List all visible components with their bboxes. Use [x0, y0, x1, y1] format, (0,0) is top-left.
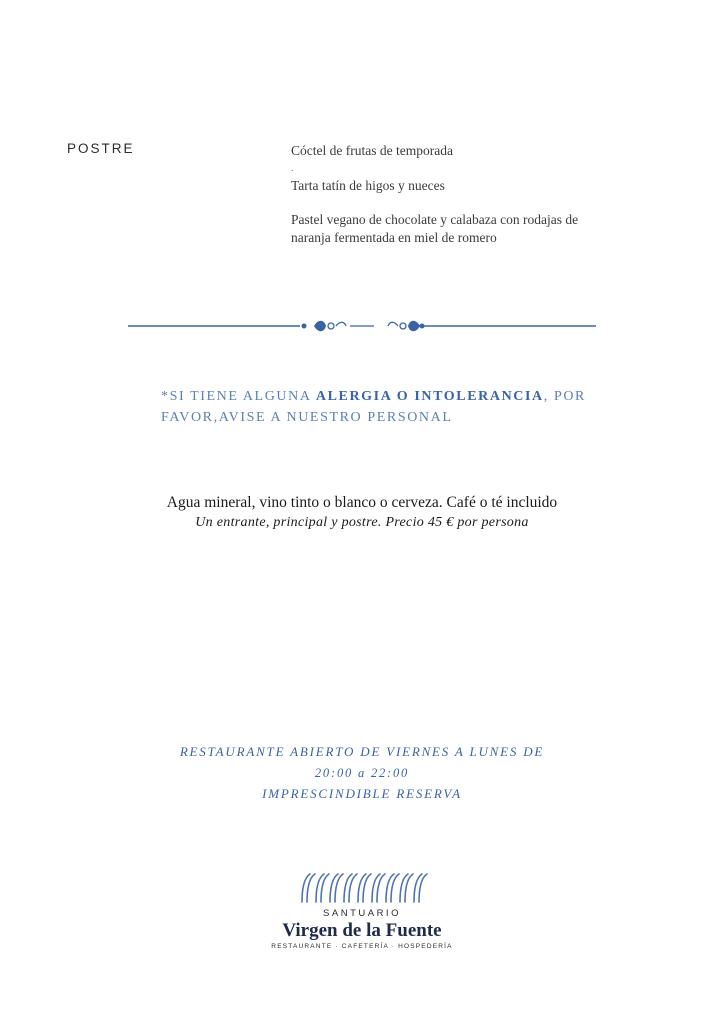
logo-top-text: SANTUARIO — [323, 908, 401, 919]
logo-name: Virgen de la Fuente — [282, 920, 442, 941]
allergy-text: *SI TIENE ALGUNA — [161, 389, 316, 404]
reservation-note: IMPRESCINDIBLE RESERVA — [262, 786, 462, 801]
ornamental-divider-icon — [128, 314, 596, 338]
dish-item: Tarta tatín de higos y nueces — [291, 178, 445, 193]
restaurant-logo — [262, 868, 462, 950]
menu-price: Un entrante, principal y postre. Precio 45 € por persona — [195, 515, 529, 530]
allergy-emphasis: ALERGIA O INTOLERANCIA — [315, 389, 544, 404]
allergy-notice — [161, 386, 601, 428]
allergy-text: , POR FAVOR,AVISE A NUESTRO PERSONAL — [161, 389, 586, 425]
drinks-included: Agua mineral, vino tinto o blanco o cerveza. Café o té incluido — [166, 494, 558, 511]
dish-item: Cóctel de frutas de temporada — [291, 143, 453, 158]
dish-separator: . — [291, 163, 294, 174]
logo-subtitle: RESTAURANTE · CAFETERÍA · HOSPEDERÍA — [271, 943, 453, 950]
opening-days: RESTAURANTE ABIERTO DE VIERNES A LUNES DE — [179, 744, 545, 759]
dish-item: Pastel vegano de chocolate y calabaza con rodajas de naranja fermentada en miel de romero — [291, 212, 579, 245]
section-title: POSTRE — [67, 141, 135, 156]
opening-hours: 20:00 a 22:00 — [314, 766, 410, 780]
water-fountain-logo-icon — [262, 868, 462, 904]
